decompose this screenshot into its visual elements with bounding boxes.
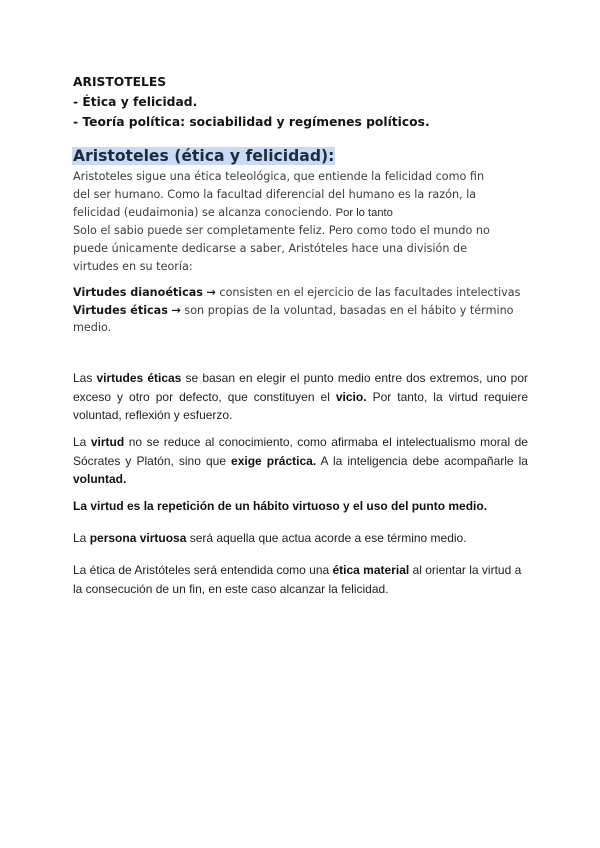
virtue-dianoetic-label: Virtudes dianoéticas	[73, 286, 203, 299]
text-run: será aquella que actua acorde a ese término medio.	[186, 531, 467, 545]
bold-term: ética material	[332, 563, 410, 577]
text-run: se basan en elegir el punto medio entre dos extremos, uno por exceso y otro por defecto, que constituyen el	[73, 371, 528, 404]
topic-item-ethics: - Ética y felicidad.	[73, 95, 198, 109]
bold-term: exige práctica.	[231, 453, 317, 468]
paragraph-virtue-definition: La virtud es la repetición de un hábito virtuoso y el uso del punto medio.	[73, 499, 488, 513]
bold-term: voluntad.	[73, 472, 127, 486]
paragraph-virtuous-person	[73, 529, 528, 548]
section-heading	[72, 146, 335, 166]
intro-line: del ser humano. Como la facultad diferencial del humano es la razón, la	[73, 188, 477, 202]
intro-line-part: Por lo tanto	[335, 207, 393, 220]
bold-term: virtud	[90, 435, 125, 449]
paragraph-virtue-practice	[73, 433, 528, 489]
paragraph-material-ethics	[73, 561, 528, 598]
arrow-icon: →	[171, 303, 181, 317]
text-run: no se reduce al conocimiento, como afirmaba el intelectualismo moral de Sócrates y Platón, sino que	[73, 435, 528, 468]
text-run: A la inteligencia debe acompañarle la	[316, 453, 528, 468]
paragraph-ethical-virtues	[73, 369, 528, 425]
text-run: Las	[73, 371, 97, 385]
virtues-list	[73, 284, 533, 337]
text-run: La	[73, 435, 91, 449]
text-run: al orientar la virtud a la consecución de un fin, en este caso alcanzar la felicidad.	[73, 563, 522, 596]
intro-line-part: felicidad (eudaimonia) se alcanza conociendo.	[73, 206, 336, 220]
intro-line: virtudes en su teoría:	[73, 260, 193, 274]
virtue-ethical-text: son propias de la voluntad, basadas en el hábito y término medio.	[73, 303, 514, 335]
virtue-dianoetic-text: consisten en el ejercicio de las facultades intelectivas	[215, 286, 521, 299]
intro-line: Aristoteles sigue una ética teleológica, que entiende la felicidad como fin	[73, 170, 485, 183]
document-header	[73, 72, 543, 132]
intro-paragraph	[73, 168, 533, 277]
bold-term: vicio.	[335, 389, 367, 404]
document-title: ARISTOTELES	[73, 75, 167, 89]
virtue-ethical-label: Virtudes éticas	[73, 303, 168, 317]
topic-item-politics: - Teoría política: sociabilidad y regímenes políticos.	[73, 115, 430, 129]
virtue-dianoetic	[73, 284, 533, 302]
intro-line	[73, 204, 533, 222]
text-run: La	[73, 531, 90, 545]
intro-line: Solo el sabio puede ser completamente feliz. Pero como todo el mundo no	[73, 224, 490, 238]
intro-line: puede únicamente dedicarse a saber, Aristóteles hace una división de	[73, 242, 468, 256]
highlighted-heading-text: Aristoteles (ética y felicidad):	[73, 147, 335, 165]
arrow-icon: →	[206, 286, 216, 299]
text-run: Por tanto, la virtud requiere voluntad, reflexión y esfuerzo.	[73, 389, 529, 422]
virtue-ethical	[73, 302, 533, 337]
text-run: La ética de Aristóteles será entendida como una	[73, 563, 333, 577]
bold-term: virtudes éticas	[96, 371, 182, 385]
bold-term: persona virtuosa	[89, 531, 187, 545]
